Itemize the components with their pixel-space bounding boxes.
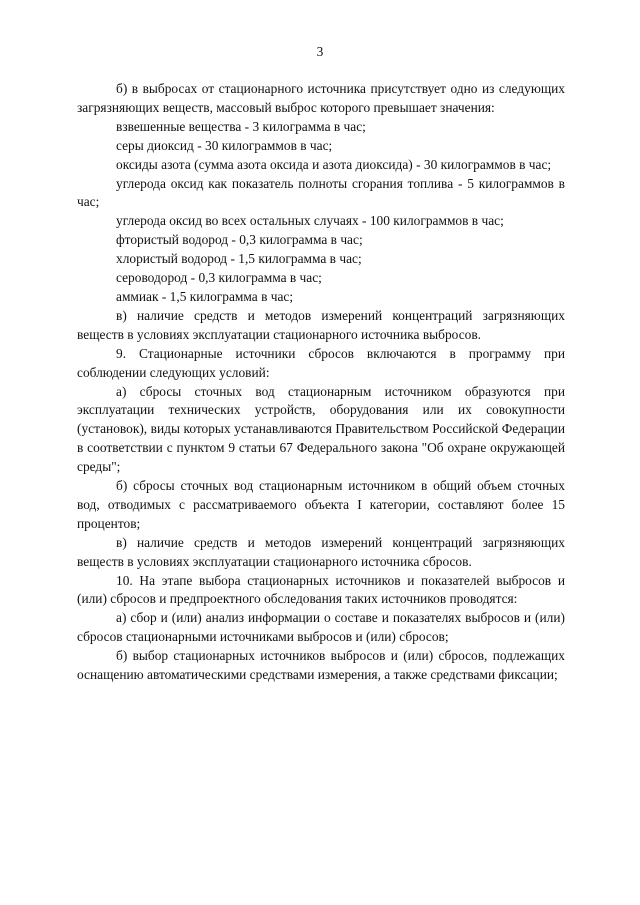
paragraph-v-emission-measurement: в) наличие средств и методов измерений концентраций загрязняющих веществ в условиях эксплуатации стационарного источника выбросов. (77, 307, 565, 342)
paragraph-ammonia: аммиак - 1,5 килограмма в час; (116, 288, 294, 304)
paragraph-carbon-monoxide-other: углерода оксид во всех остальных случаях - 100 килограммов в час; (116, 213, 504, 229)
paragraph-v-discharge-measurement: в) наличие средств и методов измерений концентраций загрязняющих веществ в условиях эксплуатации стационарного источника сбросов. (77, 534, 565, 569)
paragraph-hydrogen-chloride: хлористый водород - 1,5 килограмма в час; (116, 251, 362, 267)
paragraph-hydrogen-fluoride: фтористый водород - 0,3 килограмма в час; (116, 232, 363, 248)
paragraph-suspended-substances: взвешенные вещества - 3 килограмма в час; (116, 118, 366, 134)
paragraph-b-source-selection: б) выбор стационарных источников выбросов и (или) сбросов, подлежащих оснащению автоматическими средствами измерения, а также средствами фиксации; (77, 648, 565, 683)
document-body (77, 80, 565, 685)
paragraph-a-information-collection: а) сбор и (или) анализ информации о составе и показателях выбросов и (или) сбросов стационарными источниками выбросов и (или) сбросов; (77, 610, 565, 645)
paragraph-a-wastewater-discharge: а) сбросы сточных вод стационарным источником образуются при эксплуатации технических устройств, оборудования или их совокупности (установок), виды которых устанавливаются Правительством Российской Федерации в соответствии с пунктом 9 статьи 67 Федерального закона "Об охране окружающей среды"; (77, 383, 565, 475)
paragraph-item-9: 9. Стационарные источники сбросов включаются в программу при соблюдении следующих условий: (77, 345, 565, 380)
paragraph-b-emissions-threshold: б) в выбросах от стационарного источника присутствует одно из следующих загрязняющих веществ, массовый выброс которого превышает значения: (77, 81, 565, 115)
page-number: 3 (316, 44, 324, 59)
paragraph-sulfur-dioxide: серы диоксид - 30 килограммов в час; (116, 137, 333, 153)
paragraph-b-wastewater-share: б) сбросы сточных вод стационарным источником в общий объем сточных вод, отводимых с рассматриваемого объекта I категории, составляют более 15 процентов; (77, 478, 565, 531)
paragraph-hydrogen-sulfide: сероводород - 0,3 килограмма в час; (116, 270, 322, 286)
paragraph-item-10: 10. На этапе выбора стационарных источников и показателей выбросов и (или) сбросов и предпроектного обследования таких источников проводятся: (77, 572, 565, 607)
paragraph-nitrogen-oxides: оксиды азота (сумма азота оксида и азота диоксида) - 30 килограммов в час; (116, 156, 552, 172)
paragraph-carbon-monoxide-combustion: углерода оксид как показатель полноты сгорания топлива - 5 килограммов в час; (77, 175, 565, 210)
